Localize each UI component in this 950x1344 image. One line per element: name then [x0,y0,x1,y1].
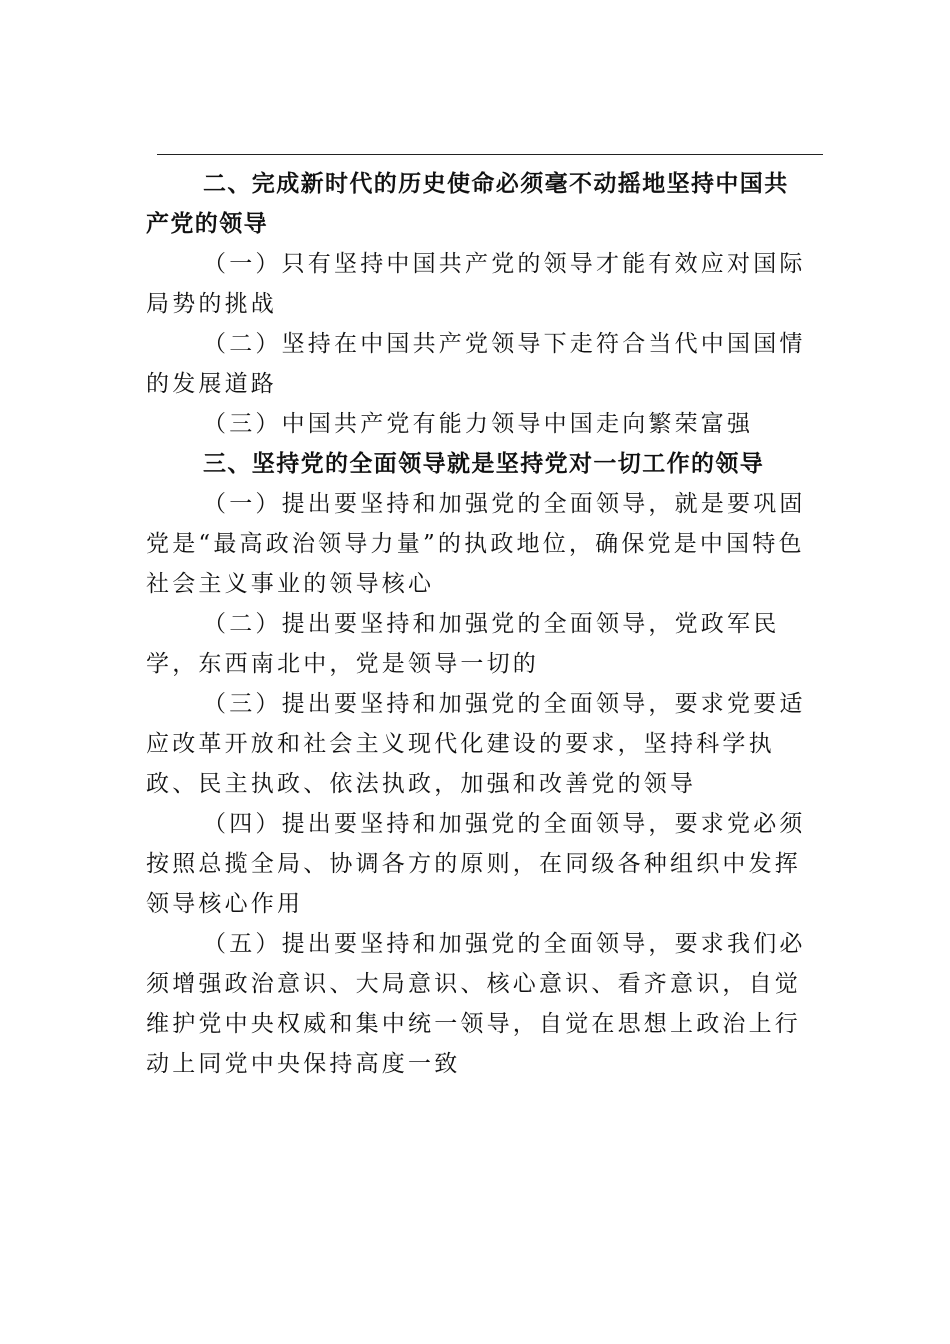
section-2-item-1: （一）只有坚持中国共产党的领导才能有效应对国际局势的挑战 [146,251,806,317]
document-body [146,164,810,1084]
section-3-item-2: （二）提出要坚持和加强党的全面领导，党政军民学，东西南北中，党是领导一切的 [146,611,780,677]
section-heading-3: 三、坚持党的全面领导就是坚持党对一切工作的领导 [203,451,765,477]
section-3-item-3: （三）提出要坚持和加强党的全面领导，要求党要适应改革开放和社会主义现代化建设的要求，坚持科学执政、民主执政、依法执政，加强和改善党的领导 [146,691,806,797]
section-2-item-2: （二）坚持在中国共产党领导下走符合当代中国国情的发展道路 [146,331,806,397]
section-heading-2: 二、完成新时代的历史使命必须毫不动摇地坚持中国共产党的领导 [146,171,789,237]
section-3-item-4: （四）提出要坚持和加强党的全面领导，要求党必须按照总揽全局、协调各方的原则，在同级各种组织中发挥领导核心作用 [146,811,806,917]
section-3-item-5: （五）提出要坚持和加强党的全面领导，要求我们必须增强政治意识、大局意识、核心意识、看齐意识，自觉维护党中央权威和集中统一领导，自觉在思想上政治上行动上同党中央保持高度一致 [146,931,806,1077]
section-3-item-1: （一）提出要坚持和加强党的全面领导，就是要巩固党是“最高政治领导力量”的执政地位，确保党是中国特色社会主义事业的领导核心 [146,491,806,597]
header-rule [157,154,823,155]
section-2-item-3: （三）中国共产党有能力领导中国走向繁荣富强 [203,411,754,437]
